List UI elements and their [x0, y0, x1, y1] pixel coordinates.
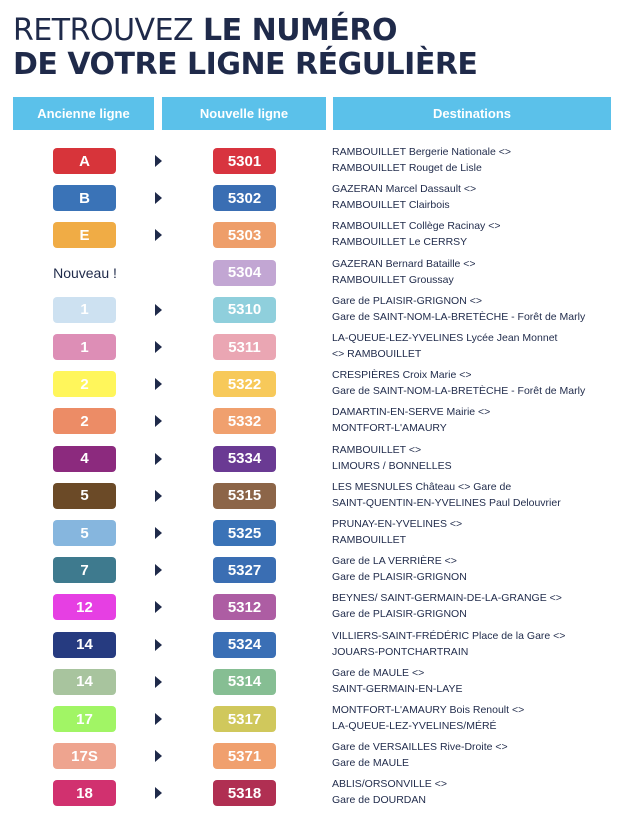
- destination-line-2: Gare de DOURDAN: [332, 794, 426, 807]
- old-line-badge: 14: [53, 632, 116, 658]
- old-line-badge: 5: [53, 483, 116, 509]
- new-line-badge: 5314: [213, 669, 276, 695]
- old-line-badge: 17S: [53, 743, 116, 769]
- destination-line-2: RAMBOUILLET Groussay: [332, 273, 454, 286]
- destination-text: [332, 776, 622, 808]
- destination-line-2: RAMBOUILLET: [332, 534, 407, 546]
- arrow-right-icon: [155, 155, 162, 167]
- new-line-badge: 5334: [213, 446, 276, 472]
- old-line-badge: 7: [53, 557, 116, 583]
- destination-line-2: Gare de SAINT-NOM-LA-BRETÈCHE - Forêt de Marly: [332, 310, 586, 323]
- destination-line-2: Gare de PLAISIR-GRIGNON: [332, 571, 467, 584]
- old-line-badge: 12: [53, 594, 116, 620]
- table-row: [0, 329, 628, 366]
- new-line-badge: 5311: [213, 334, 276, 360]
- table-row: [0, 403, 628, 440]
- destination-text: [332, 739, 622, 771]
- arrow-right-icon: [155, 601, 162, 613]
- new-line-badge: 5304: [213, 260, 276, 286]
- destination-text: [332, 553, 622, 585]
- destination-text: [332, 442, 622, 474]
- destination-text: [332, 590, 622, 622]
- destination-text: [332, 628, 622, 660]
- old-line-badge: 2: [53, 408, 116, 434]
- destination-line-2: Gare de PLAISIR-GRIGNON: [332, 608, 467, 621]
- table-row: [0, 143, 628, 180]
- old-line-badge: 18: [53, 780, 116, 806]
- destination-line-1: Gare de LA VERRIÈRE <>: [332, 555, 457, 568]
- new-line-badge: 5317: [213, 706, 276, 732]
- destination-line-2: JOUARS-PONTCHARTRAIN: [332, 645, 469, 658]
- destination-line-2: <> RAMBOUILLET: [332, 348, 422, 360]
- destination-line-2: LIMOURS / BONNELLES: [332, 459, 452, 472]
- arrow-right-icon: [155, 750, 162, 762]
- table-row: [0, 627, 628, 664]
- new-line-badge: 5312: [213, 594, 276, 620]
- new-line-badge: 5332: [213, 408, 276, 434]
- table-row: [0, 255, 628, 292]
- table-row: [0, 478, 628, 515]
- destination-line-1: BEYNES/ SAINT-GERMAIN-DE-LA-GRANGE <>: [332, 592, 562, 605]
- old-line-badge: 1: [53, 334, 116, 360]
- destination-text: [332, 404, 622, 436]
- old-line-badge: 1: [53, 297, 116, 323]
- header-new-line: Nouvelle ligne: [162, 97, 326, 130]
- destination-line-1: RAMBOUILLET Collège Racinay <>: [332, 220, 501, 233]
- new-line-badge: 5325: [213, 520, 276, 546]
- arrow-right-icon: [155, 304, 162, 316]
- table-row: [0, 515, 628, 552]
- destination-line-1: RAMBOUILLET Bergerie Nationale <>: [332, 146, 511, 158]
- new-line-badge: 5315: [213, 483, 276, 509]
- destination-text: [332, 702, 622, 734]
- arrow-right-icon: [155, 787, 162, 799]
- table-row: [0, 552, 628, 589]
- destination-text: [332, 293, 622, 325]
- destination-text: [332, 516, 622, 548]
- destination-line-1: RAMBOUILLET <>: [332, 443, 422, 456]
- title-light: RETROUVEZ: [13, 13, 194, 48]
- old-line-badge: 5: [53, 520, 116, 546]
- new-line-badge: 5303: [213, 222, 276, 248]
- destination-line-2: SAINT-QUENTIN-EN-YVELINES Paul Delouvrier: [332, 496, 561, 509]
- table-row: [0, 180, 628, 217]
- arrow-right-icon: [155, 564, 162, 576]
- destination-line-1: VILLIERS-SAINT-FRÉDÉRIC Place de la Gare <>: [332, 629, 566, 642]
- destination-line-1: PRUNAY-EN-YVELINES <>: [332, 518, 463, 530]
- new-line-badge: 5310: [213, 297, 276, 323]
- destination-line-1: LES MESNULES Château <> Gare de: [332, 480, 512, 493]
- new-line-label: Nouveau !: [53, 264, 117, 281]
- new-line-badge: 5327: [213, 557, 276, 583]
- destination-text: [332, 218, 622, 250]
- destination-line-2: RAMBOUILLET Rouget de Lisle: [332, 162, 482, 174]
- destination-line-1: DAMARTIN-EN-SERVE Mairie <>: [332, 406, 491, 419]
- title-bold-2: DE VOTRE LIGNE RÉGULIÈRE: [13, 47, 478, 82]
- old-line-badge: 14: [53, 669, 116, 695]
- destination-line-2: SAINT-GERMAIN-EN-LAYE: [332, 682, 463, 695]
- destination-line-1: Gare de PLAISIR-GRIGNON <>: [332, 294, 482, 307]
- arrow-right-icon: [155, 341, 162, 353]
- arrow-right-icon: [155, 192, 162, 204]
- arrow-right-icon: [155, 713, 162, 725]
- destination-line-2: MONTFORT-L'AMAURY: [332, 422, 447, 435]
- destination-line-1: LA-QUEUE-LEZ-YVELINES Lycée Jean Monnet: [332, 332, 558, 344]
- destination-line-2: RAMBOUILLET Le CERRSY: [332, 236, 468, 249]
- table-row: [0, 441, 628, 478]
- arrow-right-icon: [155, 229, 162, 241]
- destination-text: [332, 181, 622, 213]
- arrow-right-icon: [155, 415, 162, 427]
- destination-text: [332, 367, 622, 399]
- destination-text: [332, 256, 622, 288]
- page-title: [13, 14, 477, 82]
- destination-line-1: GAZERAN Bernard Bataille <>: [332, 257, 476, 270]
- new-line-badge: 5301: [213, 148, 276, 174]
- destination-line-1: MONTFORT-L'AMAURY Bois Renoult <>: [332, 704, 525, 716]
- destination-text: [332, 479, 622, 511]
- table-row: [0, 589, 628, 626]
- header-destinations: Destinations: [333, 97, 611, 130]
- table-row: [0, 664, 628, 701]
- arrow-right-icon: [155, 453, 162, 465]
- header-old-line: Ancienne ligne: [13, 97, 154, 130]
- arrow-right-icon: [155, 639, 162, 651]
- old-line-badge: A: [53, 148, 116, 174]
- table-row: [0, 701, 628, 738]
- table-row: [0, 366, 628, 403]
- destination-line-1: Gare de MAULE <>: [332, 666, 425, 679]
- title-bold-1: LE NUMÉRO: [203, 13, 398, 48]
- old-line-badge: 17: [53, 706, 116, 732]
- new-line-badge: 5302: [213, 185, 276, 211]
- table-row: [0, 738, 628, 775]
- destination-line-2: LA-QUEUE-LEZ-YVELINES/MÉRÉ: [332, 720, 497, 732]
- table-row: [0, 775, 628, 812]
- destination-text: [332, 144, 622, 176]
- destination-line-1: Gare de VERSAILLES Rive-Droite <>: [332, 741, 508, 754]
- table-row: [0, 217, 628, 254]
- old-line-badge: 2: [53, 371, 116, 397]
- destination-line-1: ABLIS/ORSONVILLE <>: [332, 778, 447, 791]
- destination-text: [332, 330, 622, 362]
- arrow-right-icon: [155, 490, 162, 502]
- destination-text: [332, 665, 622, 697]
- old-line-badge: 4: [53, 446, 116, 472]
- old-line-badge: E: [53, 222, 116, 248]
- arrow-right-icon: [155, 378, 162, 390]
- destination-line-1: CRESPIÈRES Croix Marie <>: [332, 369, 472, 382]
- destination-line-2: Gare de SAINT-NOM-LA-BRETÈCHE - Forêt de Marly: [332, 385, 586, 398]
- arrow-right-icon: [155, 527, 162, 539]
- new-line-badge: 5371: [213, 743, 276, 769]
- new-line-badge: 5318: [213, 780, 276, 806]
- destination-line-2: Gare de MAULE: [332, 757, 410, 770]
- arrow-right-icon: [155, 676, 162, 688]
- destination-line-1: GAZERAN Marcel Dassault <>: [332, 183, 477, 196]
- new-line-badge: 5324: [213, 632, 276, 658]
- new-line-badge: 5322: [213, 371, 276, 397]
- table-row: [0, 292, 628, 329]
- old-line-badge: B: [53, 185, 116, 211]
- destination-line-2: RAMBOUILLET Clairbois: [332, 199, 450, 212]
